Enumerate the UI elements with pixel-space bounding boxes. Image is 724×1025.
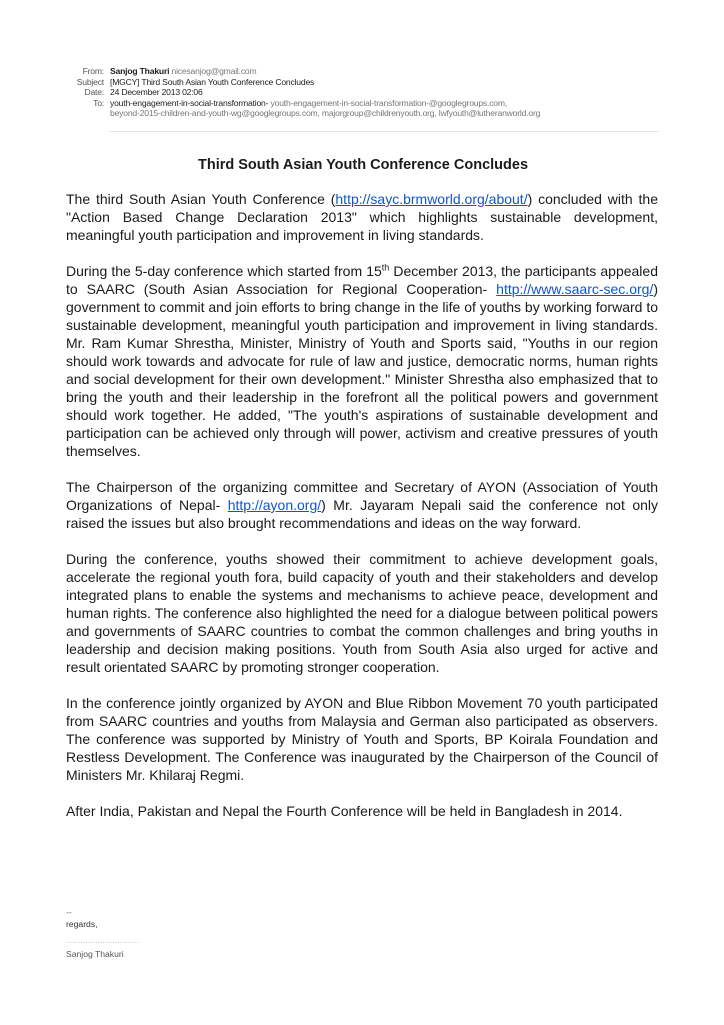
date-value: 24 December 2013 02:06 xyxy=(110,87,203,97)
sender-email[interactable]: nicesanjog@gmail.com xyxy=(171,66,257,76)
paragraph-5: In the conference jointly organized by AYON and Blue Ribbon Movement 70 youth participated from SAARC countries and youths from Malaysia and German also participated as observers. The conference was supported by Ministry of Youth and Sports, BP Koirala Foundation and Restless Development. The Conference was inaugurated by the Chairperson of the Council of Ministers Mr. Khilaraj Regmi. xyxy=(66,695,658,783)
paragraph-6: After India, Pakistan and Nepal the Fourth Conference will be held in Bangladesh in 2014. xyxy=(66,803,623,819)
paragraph-2: During the 5-day conference which started from 15th December 2013, the participants appealed to SAARC (South Asian Association for Regional Cooperation- http://www.saarc-sec.org/) government to commit and join efforts to bring change in the life of youths by working forward to sustainable development, meaningful youth participation and improvement in living standards. Mr. Ram Kumar Shrestha, Minister, Ministry of Youth and Sports said, "Youths in our region should work towards and advocate for rule of law and justice, democratic norms, human rights and social development for their own development." Minister Shrestha also emphasized that to bring the youth and their leadership in the forefront all the political powers and government should work together. He added, "The youth's aspirations of sustainable development and participation can be achieved only through will power, activism and creative pressures of youth themselves. xyxy=(66,262,658,459)
recipient-name[interactable]: youth-engagement-in-social-transformation- xyxy=(110,97,269,108)
signature-separator: -- xyxy=(66,907,72,917)
signature xyxy=(66,906,140,959)
subject-label: Subject xyxy=(76,76,104,87)
paragraph-4: During the conference, youths showed their commitment to achieve development goals, accelerate the regional youth fora, build capacity of youth and their stakeholders and develop integrated plans to enable the systems and mechanisms to achieve peace, development and human rights. The conference also highlighted the need for a dialogue between political powers and governments of SAARC countries to combat the common challenges and bring youths in leadership and decision making positions. Youth from South Asia also urged for active and result orientated SAARC by promoting stronger cooperation. xyxy=(66,551,658,675)
to-row xyxy=(66,98,660,109)
recipient-list-continued[interactable]: beyond-2015-children-and-youth-wg@googlegroups.com, majorgroup@childrenyouth.org, lwfyouth@lutheranworld.org xyxy=(110,108,541,118)
paragraph-1: The third South Asian Youth Conference (http://sayc.brmworld.org/about/) concluded with the "Action Based Change Declaration 2013" which highlights sustainable development, meaningful youth participation and improvement in living standards. xyxy=(66,191,658,243)
document-body xyxy=(66,190,658,838)
to-label: To: xyxy=(93,97,104,108)
saarc-link[interactable]: http://www.saarc-sec.org/ xyxy=(496,281,654,297)
signature-dots: .............................. xyxy=(66,938,140,945)
date-row xyxy=(66,87,660,98)
document-title: Third South Asian Youth Conference Concludes xyxy=(197,157,529,173)
subject-row xyxy=(66,77,660,88)
header-divider xyxy=(110,131,658,132)
from-label: From: xyxy=(82,66,104,76)
sayc-link[interactable]: http://sayc.brmworld.org/about/ xyxy=(335,191,528,207)
signature-name: Sanjog Thakuri xyxy=(66,949,124,959)
sender-name: Sanjog Thakuri xyxy=(110,66,170,76)
paragraph-3: The Chairperson of the organizing committee and Secretary of AYON (Association of Youth Organizations of Nepal- http://ayon.org/) Mr. Jayaram Nepali said the conference not only raised the issues but also brought recommendations and ideas on the way forward. xyxy=(66,479,658,531)
recipient-email[interactable]: youth-engagement-in-social-transformation-@googlegroups.com, xyxy=(270,97,508,108)
ayon-link[interactable]: http://ayon.org/ xyxy=(227,497,322,513)
email-header xyxy=(66,66,660,119)
from-row xyxy=(66,66,660,77)
subject-value: [MGCY] Third South Asian Youth Conference Concludes xyxy=(110,76,315,87)
signature-regards: regards, xyxy=(66,919,98,929)
date-label: Date: xyxy=(84,87,104,97)
